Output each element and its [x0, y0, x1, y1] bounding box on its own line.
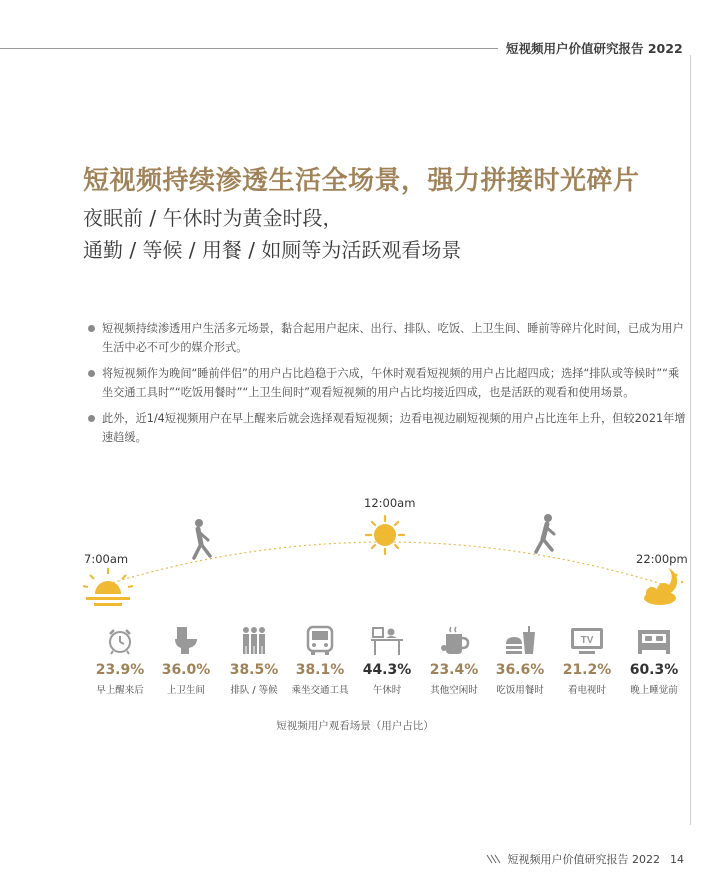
scene-queue [222, 616, 286, 696]
subheadline-line-2: 通勤 / 等候 / 用餐 / 如厕等为活跃观看场景 [83, 238, 462, 262]
header-report-title: 短视频用户价值研究报告 2022 [506, 41, 683, 56]
timeline-graphic [0, 480, 710, 610]
bullet-text: 将短视频作为晚间“睡前伴侣”的用户占比趋稳于六成，午休时观看短视频的用户占比超四成；选择“排队或等候时”“乘坐交通工具时”“吃饭用餐时”“上卫生间时”观看短视频的用户占比均接近四成，也是活跃的观看和使用场景。 [102, 367, 680, 399]
alarm-clock-icon [105, 626, 135, 656]
headline: 短视频持续渗透生活全场景，强力拼接时光碎片 [83, 166, 640, 196]
bullet-text: 短视频持续渗透用户生活多元场景，黏合起用户起床、出行、排队、吃饭、上卫生间、睡前等碎片化时间，已成为用户生活中必不可少的媒介形式。 [102, 322, 684, 354]
nap-desk-icon [369, 624, 405, 656]
scene-free-time [422, 616, 486, 696]
scene-nap [355, 616, 419, 696]
tv-icon [569, 624, 605, 656]
bed-icon [636, 626, 672, 656]
bullet-list [88, 319, 688, 454]
bullet-text: 此外，近1/4短视频用户在早上醒来后就会选择观看短视频；边看电视边刷短视频的用户占比连年上升，但较2021年增速趋缓。 [102, 412, 686, 444]
bullet-dot-icon [88, 415, 95, 422]
footer-report-title: 短视频用户价值研究报告 2022 [507, 853, 660, 866]
scene-percent: 38.1% [295, 662, 345, 678]
walking-person-icon [194, 519, 210, 558]
scene-percent: 21.2% [562, 662, 612, 678]
scene-percent: 23.4% [429, 662, 479, 678]
bullet-item [88, 319, 688, 357]
scene-meal [488, 616, 552, 696]
scene-toilet [154, 616, 218, 696]
scene-label: 看电视时 [567, 685, 606, 696]
scene-label: 午休时 [372, 685, 402, 696]
burger-drink-icon [503, 624, 537, 656]
bullet-item [88, 409, 688, 447]
subheadline-line-1: 夜眠前 / 午休时为黄金时段， [83, 206, 343, 230]
slash-lines-icon [486, 854, 502, 864]
scene-label: 乘坐交通工具 [291, 685, 349, 696]
right-margin-rule [690, 55, 691, 825]
scene-percent: 36.6% [495, 662, 545, 678]
moon-cloud-icon [644, 568, 683, 605]
queue-people-icon [239, 624, 269, 656]
scene-label: 早上醒来后 [96, 685, 144, 696]
tv-icon-text: TV [580, 635, 594, 646]
scene-wake-up [88, 616, 152, 696]
scene-percent: 60.3% [629, 662, 679, 678]
scene-percent: 23.9% [95, 662, 145, 678]
walking-person-icon [536, 514, 554, 552]
coffee-cup-icon [438, 624, 470, 656]
bullet-dot-icon [88, 370, 95, 377]
page-number: 14 [670, 852, 684, 866]
scene-label: 上卫生间 [166, 685, 205, 696]
sunrise-icon [83, 568, 133, 606]
scene-before-sleep [622, 616, 686, 696]
sun-icon [366, 516, 404, 554]
scene-label: 晚上睡觉前 [630, 685, 678, 696]
bus-icon [304, 624, 336, 656]
time-morning: 7:00am [84, 552, 129, 566]
toilet-icon [171, 624, 201, 656]
chart-caption: 短视频用户观看场景（用户占比） [276, 720, 434, 732]
scene-label: 排队 / 等候 [230, 685, 278, 696]
time-noon: 12:00am [364, 496, 416, 510]
bullet-item [88, 364, 688, 402]
scene-label: 吃饭用餐时 [496, 685, 544, 696]
scene-watching-tv [555, 616, 619, 696]
header-rule [0, 48, 498, 49]
bullet-dot-icon [88, 325, 95, 332]
scene-transport [288, 616, 352, 696]
scene-percent: 36.0% [161, 662, 211, 678]
scene-label: 其他空闲时 [430, 685, 478, 696]
footer [486, 851, 685, 867]
time-night: 22:00pm [636, 552, 688, 566]
scene-percent: 38.5% [229, 662, 279, 678]
scene-percent: 44.3% [362, 662, 412, 678]
